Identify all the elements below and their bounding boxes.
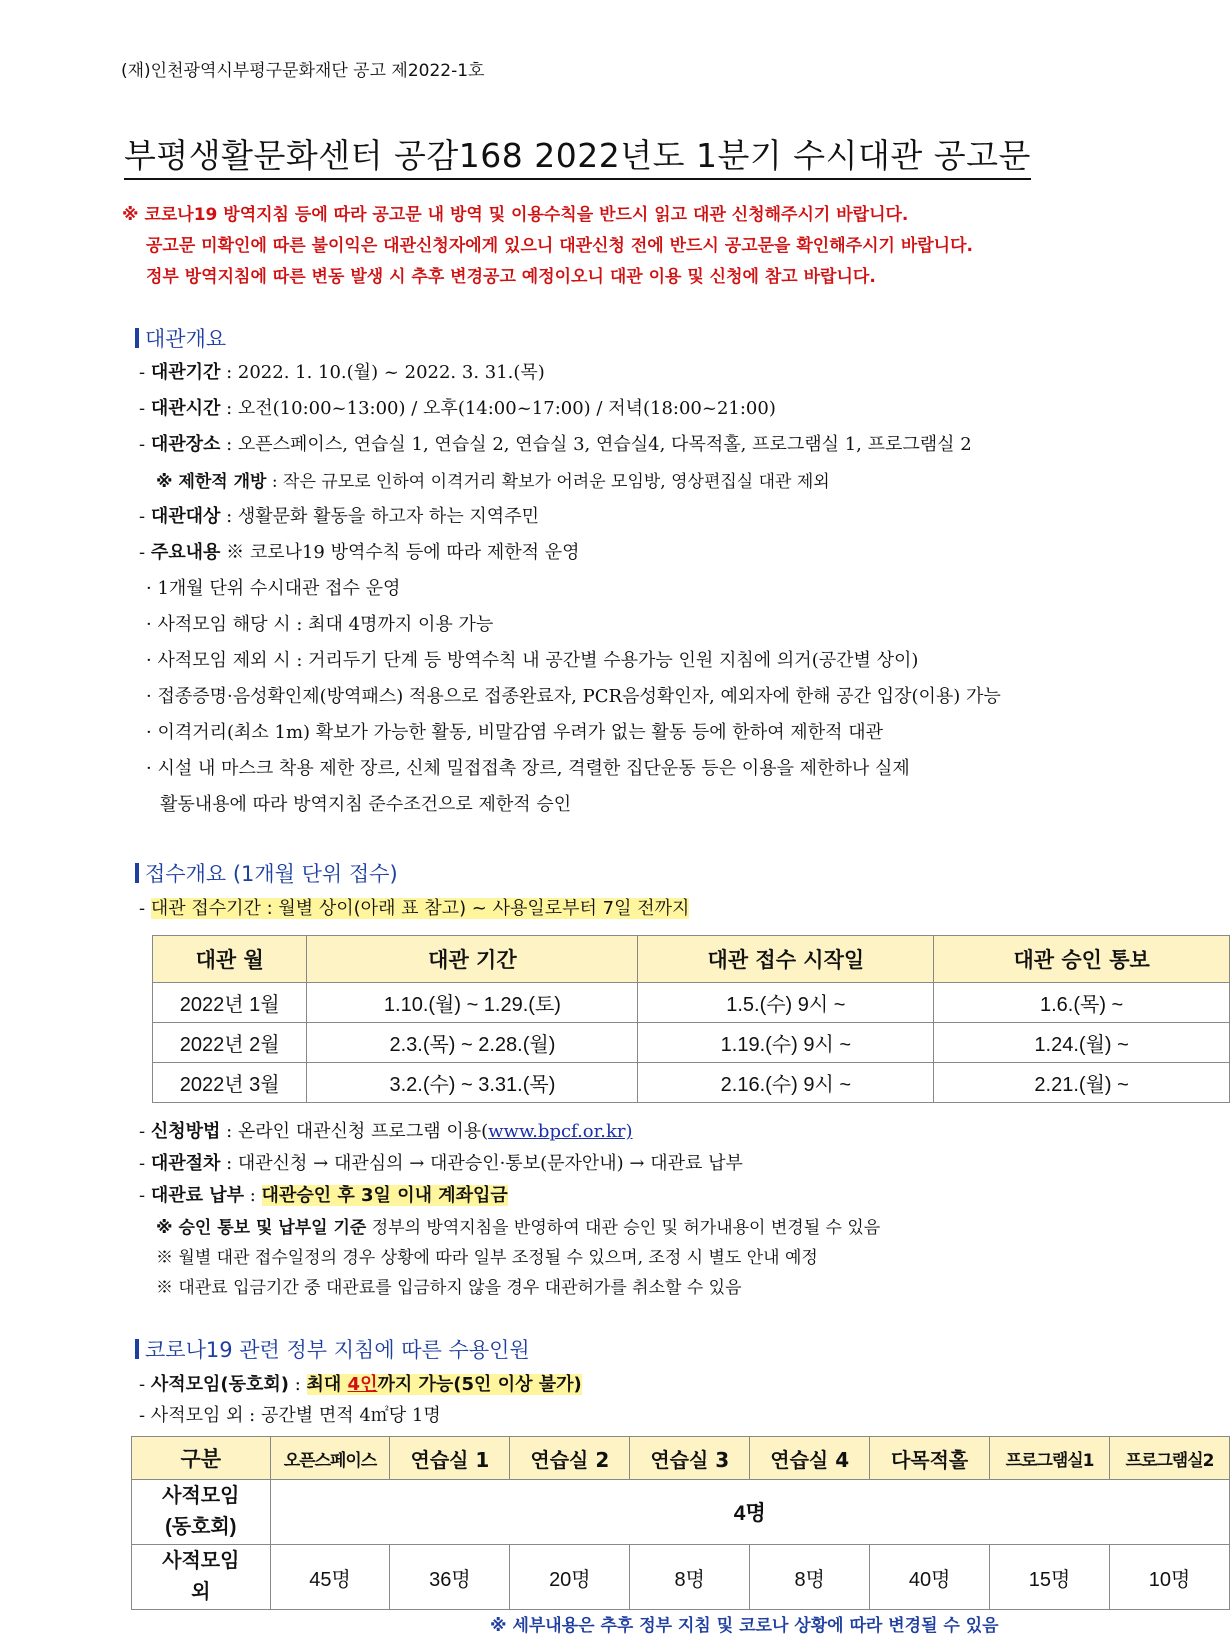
table-header: 연습실 1 [390, 1437, 510, 1480]
warning-line-1: ※ 코로나19 방역지침 등에 따라 공고문 내 방역 및 이용수칙을 반드시 읽고 대관 신청해주시기 바랍니다. [122, 205, 909, 225]
value: : 온라인 대관신청 프로그램 이용( [220, 1121, 489, 1142]
table-cell: 2.21.(월) ~ [934, 1063, 1230, 1103]
label: 대관절차 [150, 1153, 221, 1174]
label: ※ 제한적 개방 [156, 472, 267, 492]
overview-bullet: · 사적모임 해당 시 : 최대 4명까지 이용 가능 [146, 614, 494, 635]
table-row [132, 1480, 1230, 1545]
table-cell: 2022년 1월 [153, 983, 307, 1023]
notice-number: (재)인천광역시부평구문화재단 공고 제2022-1호 [121, 61, 485, 81]
table-cell: 2022년 2월 [153, 1023, 307, 1063]
highlighted-text: 대관승인 후 3일 이내 계좌입금 [261, 1185, 508, 1206]
heading-bar-icon [135, 1339, 139, 1359]
capacity-private: - 사적모임(동호회) : 최대 4인까지 가능(5인 이상 불가) [139, 1374, 582, 1395]
reception-note: ※ 월별 대관 접수일정의 경우 상황에 따라 일부 조정될 수 있으며, 조정 시 별도 안내 예정 [156, 1248, 818, 1268]
reception-note: ※ 대관료 입금기간 중 대관료를 입금하지 않을 경우 대관허가를 취소할 수 있음 [156, 1278, 742, 1298]
label: 대관장소 [150, 434, 221, 455]
table-row [153, 1023, 1230, 1063]
table-cell: 36명 [390, 1545, 510, 1610]
table-cell: 15명 [990, 1545, 1110, 1610]
label: 대관료 납부 [150, 1185, 245, 1206]
footnote: ※ 세부내용은 추후 정부 지침 및 코로나 상황에 따라 변경될 수 있음 [490, 1616, 999, 1636]
value: : 2022. 1. 10.(월) ~ 2022. 3. 31.(목) [220, 362, 545, 383]
table-header: 대관 승인 통보 [934, 936, 1230, 983]
label: 주요내용 [150, 542, 221, 563]
table-row [153, 983, 1230, 1023]
warning-line-3: 정부 방역지침에 따른 변동 발생 시 추후 변경공고 예정이오니 대관 이용 및 신청에 참고 바랍니다. [146, 267, 876, 287]
table-cell: 1.6.(목) ~ [934, 983, 1230, 1023]
highlighted-text [307, 1374, 582, 1395]
page-title: 부평생활문화센터 공감168 2022년도 1분기 수시대관 공고문 [124, 130, 1031, 180]
row-header-line: (동호회) [165, 1516, 237, 1538]
table-cell: 2022년 3월 [153, 1063, 307, 1103]
website-link[interactable]: www.bpcf.or.kr) [488, 1121, 633, 1142]
reception-schedule-table [152, 935, 1230, 1103]
table-cell: 2.3.(목) ~ 2.28.(월) [307, 1023, 638, 1063]
table-row [132, 1545, 1230, 1610]
overview-content: - 주요내용 ※ 코로나19 방역수칙 등에 따라 제한적 운영 [139, 542, 580, 563]
row-header-line: 외 [191, 1581, 211, 1603]
max-count: 4인 [347, 1374, 378, 1395]
reception-procedure: - 대관절차 : 대관신청 → 대관심의 → 대관승인·통보(문자안내) → 대관료 납부 [139, 1153, 743, 1174]
overview-period: - 대관기간 : 2022. 1. 10.(월) ~ 2022. 3. 31.(목) [139, 362, 545, 383]
value: ※ 코로나19 방역수칙 등에 따라 제한적 운영 [220, 542, 580, 563]
row-header-line: 사적모임 [162, 1550, 240, 1572]
table-header: 연습실 4 [750, 1437, 870, 1480]
value: : 작은 규모로 인하여 이격거리 확보가 어려운 모임방, 영상편집실 대관 제외 [266, 472, 830, 492]
section-heading-capacity [135, 1334, 530, 1364]
value: : 생활문화 활동을 하고자 하는 지역주민 [220, 506, 539, 527]
heading-bar-icon [135, 863, 139, 883]
reception-method: - 신청방법 : 온라인 대관신청 프로그램 이용(www.bpcf.or.kr) [139, 1121, 633, 1142]
separator: : [244, 1185, 262, 1206]
overview-target: - 대관대상 : 생활문화 활동을 하고자 하는 지역주민 [139, 506, 539, 527]
table-cell: 1.24.(월) ~ [934, 1023, 1230, 1063]
overview-bullet: · 이격거리(최소 1m) 확보가 가능한 활동, 비말감염 우려가 없는 활동 등에 한하여 제한적 대관 [146, 722, 883, 743]
note-bold: ※ 승인 통보 및 납부일 기준 [156, 1218, 367, 1238]
value: : 오픈스페이스, 연습실 1, 연습실 2, 연습실 3, 연습실4, 다목적홀, 프로그램실 1, 프로그램실 2 [220, 434, 972, 455]
table-cell: 40명 [870, 1545, 990, 1610]
note-text: 정부의 방역지침을 반영하여 대관 승인 및 허가내용이 변경될 수 있음 [366, 1218, 881, 1238]
table-header: 프로그램실1 [990, 1437, 1110, 1480]
overview-bullet: · 시설 내 마스크 착용 제한 장르, 신체 밀접접촉 장르, 격렬한 집단운동 등은 이용을 제한하나 실제 [146, 758, 910, 779]
label: 대관기간 [150, 362, 221, 383]
separator: : [288, 1374, 307, 1395]
overview-bullet: · 1개월 단위 수시대관 접수 운영 [146, 578, 401, 599]
table-cell: 1.10.(월) ~ 1.29.(토) [307, 983, 638, 1023]
table-cell: 1.19.(수) 9시 ~ [638, 1023, 934, 1063]
overview-bullet: · 접종증명·음성확인제(방역패스) 적용으로 접종완료자, PCR음성확인자, 예외자에 한해 공간 입장(이용) 가능 [146, 686, 1001, 707]
warning-line-2: 공고문 미확인에 따른 불이익은 대관신청자에게 있으니 대관신청 전에 반드시 공고문을 확인해주시기 바랍니다. [146, 236, 973, 256]
value: : 오전(10:00~13:00) / 오후(14:00~17:00) / 저녁(18:00~21:00) [220, 398, 776, 419]
row-header-line: 사적모임 [162, 1485, 240, 1507]
label: 신청방법 [150, 1121, 221, 1142]
table-cell: 1.5.(수) 9시 ~ [638, 983, 934, 1023]
section-heading-overview [135, 323, 226, 353]
overview-bullet: 활동내용에 따라 방역지침 준수조건으로 제한적 승인 [160, 794, 572, 815]
section-heading-text: 코로나19 관련 정부 지침에 따른 수용인원 [145, 1338, 530, 1362]
table-cell: 10명 [1110, 1545, 1230, 1610]
row-header [132, 1545, 271, 1610]
section-heading-reception [135, 858, 398, 888]
overview-place: - 대관장소 : 오픈스페이스, 연습실 1, 연습실 2, 연습실 3, 연습실4, 다목적홀, 프로그램실 1, 프로그램실 2 [139, 434, 972, 455]
table-row [153, 1063, 1230, 1103]
label: 대관시간 [150, 398, 221, 419]
table-header: 대관 접수 시작일 [638, 936, 934, 983]
label: 대관대상 [150, 506, 221, 527]
reception-fee: - 대관료 납부 : 대관승인 후 3일 이내 계좌입금 [139, 1185, 508, 1206]
table-cell: 8명 [630, 1545, 750, 1610]
reception-period [139, 894, 689, 920]
table-header: 다목적홀 [870, 1437, 990, 1480]
table-cell: 3.2.(수) ~ 3.31.(목) [307, 1063, 638, 1103]
table-header: 대관 월 [153, 936, 307, 983]
section-heading-text: 접수개요 (1개월 단위 접수) [145, 862, 398, 886]
dash: - [139, 898, 146, 919]
table-header: 프로그램실2 [1110, 1437, 1230, 1480]
reception-note [156, 1213, 880, 1238]
table-header: 구분 [132, 1437, 271, 1480]
table-header-row [132, 1437, 1230, 1480]
capacity-other: - 사적모임 외 : 공간별 면적 4㎡당 1명 [139, 1405, 441, 1426]
overview-time: - 대관시간 : 오전(10:00~13:00) / 오후(14:00~17:00) / 저녁(18:00~21:00) [139, 398, 776, 419]
table-header: 연습실 3 [630, 1437, 750, 1480]
table-cell: 8명 [750, 1545, 870, 1610]
label: 사적모임(동호회) [150, 1374, 289, 1395]
table-header: 대관 기간 [307, 936, 638, 983]
row-header [132, 1480, 271, 1545]
table-cell: 2.16.(수) 9시 ~ [638, 1063, 934, 1103]
value: : 대관신청 → 대관심의 → 대관승인·통보(문자안내) → 대관료 납부 [220, 1153, 743, 1174]
table-cell: 4명 [270, 1480, 1229, 1545]
section-heading-text: 대관개요 [145, 327, 227, 351]
table-header: 연습실 2 [510, 1437, 630, 1480]
capacity-table [131, 1436, 1230, 1610]
text: 까지 가능(5인 이상 불가) [377, 1374, 582, 1395]
highlighted-text: 대관 접수기간 : 월별 상이(아래 표 참고) ~ 사용일로부터 7일 전까지 [150, 898, 690, 919]
table-cell: 45명 [270, 1545, 390, 1610]
table-header: 오픈스페이스 [270, 1437, 390, 1480]
heading-bar-icon [135, 328, 139, 348]
table-cell: 20명 [510, 1545, 630, 1610]
overview-limited [156, 467, 830, 492]
overview-bullet: · 사적모임 제외 시 : 거리두기 단계 등 방역수칙 내 공간별 수용가능 인원 지침에 의거(공간별 상이) [146, 650, 919, 671]
text: 최대 [306, 1374, 348, 1395]
table-header-row [153, 936, 1230, 983]
